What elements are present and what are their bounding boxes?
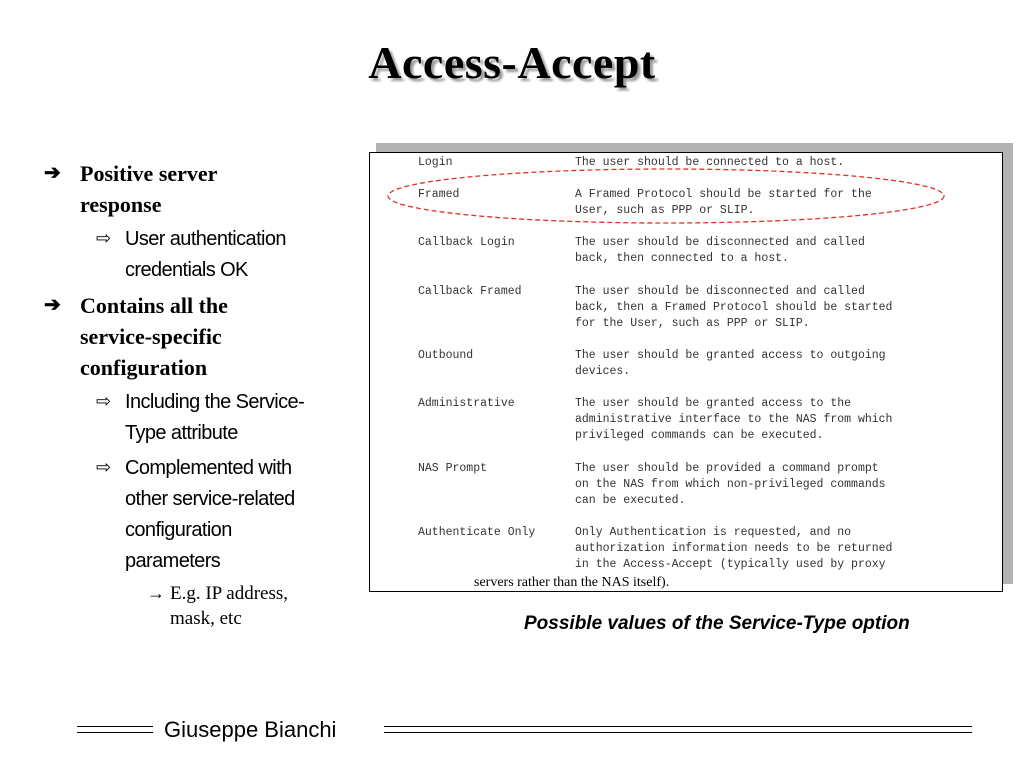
hollow-arrow-icon: ⇨ [96, 391, 112, 411]
service-type-name: Outbound [418, 349, 474, 362]
service-type-name: Administrative [418, 397, 515, 410]
arrow-right-icon: ➔ [44, 294, 61, 316]
service-type-name: NAS Prompt [418, 462, 488, 475]
footer-rule-left [77, 726, 153, 733]
service-type-name: Authenticate Only [418, 526, 536, 539]
description-line: User, such as PPP or SLIP. [575, 204, 755, 217]
bullet-text: Contains all the [80, 293, 228, 318]
sub-sub-bullet-text: E.g. IP address, [170, 583, 289, 604]
description-line: The user should be granted access to outgoing [575, 349, 886, 362]
bullet-text: response [80, 192, 162, 217]
bullet-positive-response [44, 158, 344, 220]
description-line: back, then a Framed Protocol should be started [575, 301, 893, 314]
bullet-text: service-specific [80, 324, 222, 349]
footer-author: Giuseppe Bianchi [164, 717, 337, 742]
sub-bullet-text: parameters [125, 550, 221, 572]
service-type-description [575, 235, 955, 267]
description-line: for the User, such as PPP or SLIP. [575, 317, 810, 330]
hollow-arrow-icon: ⇨ [96, 228, 112, 248]
service-type-name: Login [418, 156, 453, 169]
description-line: The user should be disconnected and called [575, 285, 865, 298]
sub-bullet-text: credentials OK [125, 259, 248, 281]
sub-bullet-complemented [44, 453, 344, 577]
sub-bullet-service-type [44, 387, 344, 449]
bullet-list [44, 158, 344, 631]
sub-sub-bullet-example [44, 581, 344, 631]
service-type-description [575, 525, 955, 573]
arrow-right-icon: ➔ [44, 162, 61, 184]
highlight-ellipse [386, 167, 946, 225]
description-line: authorization information needs to be returned [575, 542, 893, 555]
description-line: administrative interface to the NAS from which [575, 413, 893, 426]
service-type-description [575, 348, 955, 380]
sub-bullet-text: Complemented with [125, 457, 292, 479]
sub-bullet-text: Type attribute [125, 422, 238, 444]
bullet-service-config [44, 290, 344, 383]
table-overflow-text: servers rather than the NAS itself). [474, 575, 670, 590]
sub-bullet-text: other service-related [125, 488, 295, 510]
service-type-description [575, 396, 955, 444]
sub-bullet-text: configuration [125, 519, 232, 541]
sub-sub-bullet-text: mask, etc [170, 608, 242, 629]
description-line: can be executed. [575, 494, 686, 507]
description-line: The user should be disconnected and called [575, 236, 865, 249]
service-type-name: Callback Login [418, 236, 515, 249]
description-line: A Framed Protocol should be started for the [575, 188, 872, 201]
description-line: The user should be connected to a host. [575, 156, 845, 169]
sub-bullet-text: Including the Service- [125, 391, 305, 413]
hollow-arrow-icon: ⇨ [96, 457, 112, 477]
description-line: back, then connected to a host. [575, 252, 789, 265]
description-line: Only Authentication is requested, and no [575, 526, 852, 539]
description-line: privileged commands can be executed. [575, 429, 824, 442]
service-type-description [575, 284, 955, 332]
table-caption: Possible values of the Service-Type option [524, 613, 910, 634]
description-line: The user should be granted access to the [575, 397, 852, 410]
bullet-text: configuration [80, 355, 208, 380]
arrow-right-icon: → [147, 583, 165, 603]
description-line: in the Access-Accept (typically used by proxy [575, 558, 886, 571]
footer-rule-right [384, 726, 972, 733]
service-type-name: Callback Framed [418, 285, 522, 298]
description-line: devices. [575, 365, 631, 378]
service-type-description [575, 461, 955, 509]
sub-bullet-text: User authentication [125, 228, 286, 250]
bullet-text: Positive server [80, 161, 218, 186]
description-line: The user should be provided a command prompt [575, 462, 879, 475]
sub-bullet-credentials [44, 224, 344, 286]
slide-title: Access-Accept [368, 37, 656, 88]
description-line: on the NAS from which non-privileged commands [575, 478, 886, 491]
service-type-name: Framed [418, 188, 460, 201]
